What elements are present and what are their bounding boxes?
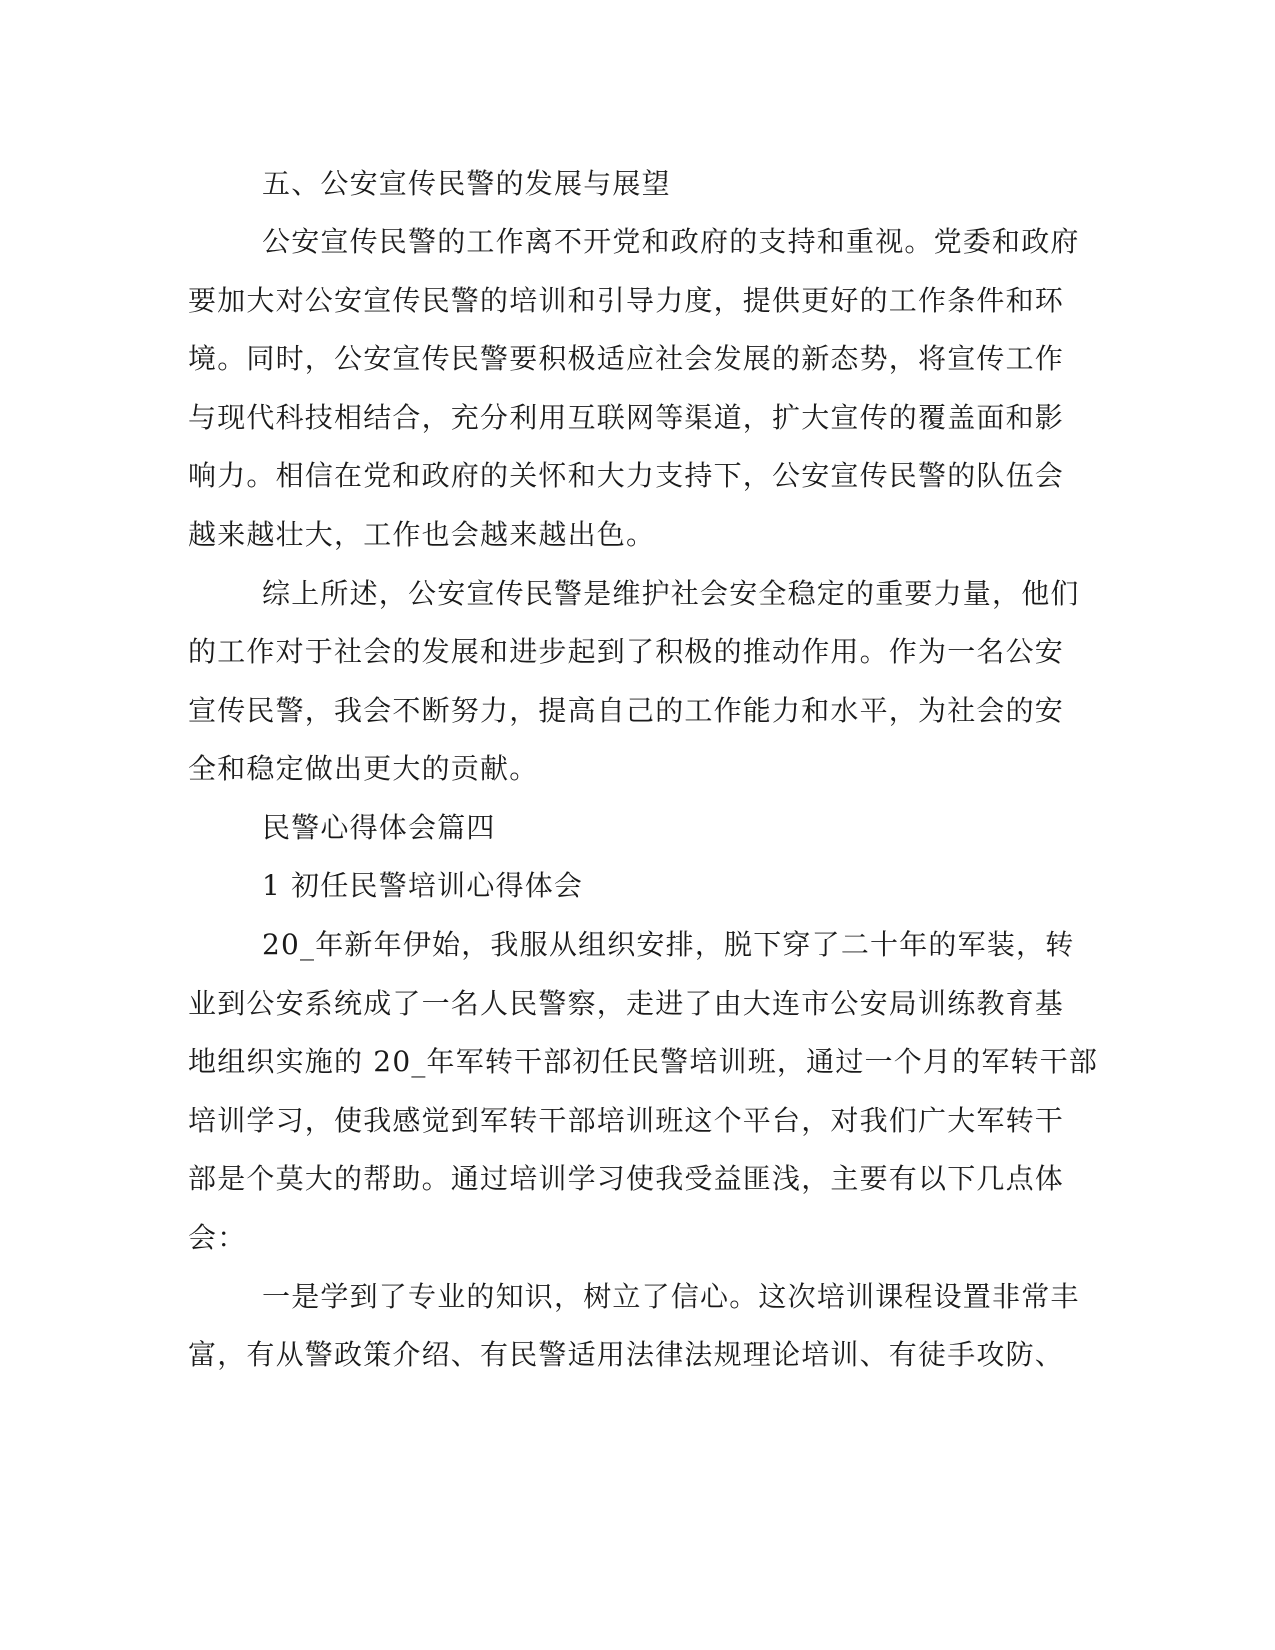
paragraph-line: 培训学习，使我感觉到军转干部培训班这个平台，对我们广大军转干 xyxy=(188,1104,1065,1137)
paragraph-line: 部是个莫大的帮助。通过培训学习使我受益匪浅，主要有以下几点体 xyxy=(188,1162,1065,1195)
paragraph-line: 境。同时，公安宣传民警要积极适应社会发展的新态势，将宣传工作 xyxy=(188,342,1065,375)
paragraph-line: 的工作对于社会的发展和进步起到了积极的推动作用。作为一名公安 xyxy=(188,635,1065,668)
paragraph-line: 富，有从警政策介绍、有民警适用法律法规理论培训、有徒手攻防、 xyxy=(188,1338,1065,1371)
paragraph-line: 会： xyxy=(188,1221,247,1254)
paragraph-line: 20_年新年伊始，我服从组织安排，脱下穿了二十年的军装，转 xyxy=(262,928,1075,961)
paragraph-line: 地组织实施的 20_年军转干部初任民警培训班，通过一个月的军转干部 xyxy=(188,1045,1099,1078)
paragraph-line: 与现代科技相结合，充分利用互联网等渠道，扩大宣传的覆盖面和影 xyxy=(188,401,1065,434)
paragraph-line: 全和稳定做出更大的贡献。 xyxy=(188,752,539,785)
paragraph-line: 综上所述，公安宣传民警是维护社会安全稳定的重要力量，他们 xyxy=(262,577,1080,610)
paragraph-line: 越来越壮大，工作也会越来越出色。 xyxy=(188,518,656,551)
paragraph-line: 业到公安系统成了一名人民警察，走进了由大连市公安局训练教育基 xyxy=(188,987,1065,1020)
paragraph-line: 响力。相信在党和政府的关怀和大力支持下，公安宣传民警的队伍会 xyxy=(188,459,1065,492)
paragraph-line: 公安宣传民警的工作离不开党和政府的支持和重视。党委和政府 xyxy=(262,225,1080,258)
section-heading: 五、公安宣传民警的发展与展望 xyxy=(262,167,671,200)
paragraph-line: 一是学到了专业的知识，树立了信心。这次培训课程设置非常丰 xyxy=(262,1280,1080,1313)
section-title: 民警心得体会篇四 xyxy=(262,811,496,844)
paragraph-line: 要加大对公安宣传民警的培训和引导力度，提供更好的工作条件和环 xyxy=(188,284,1065,317)
sub-title: 1 初任民警培训心得体会 xyxy=(262,869,584,902)
paragraph-line: 宣传民警，我会不断努力，提高自己的工作能力和水平，为社会的安 xyxy=(188,694,1065,727)
